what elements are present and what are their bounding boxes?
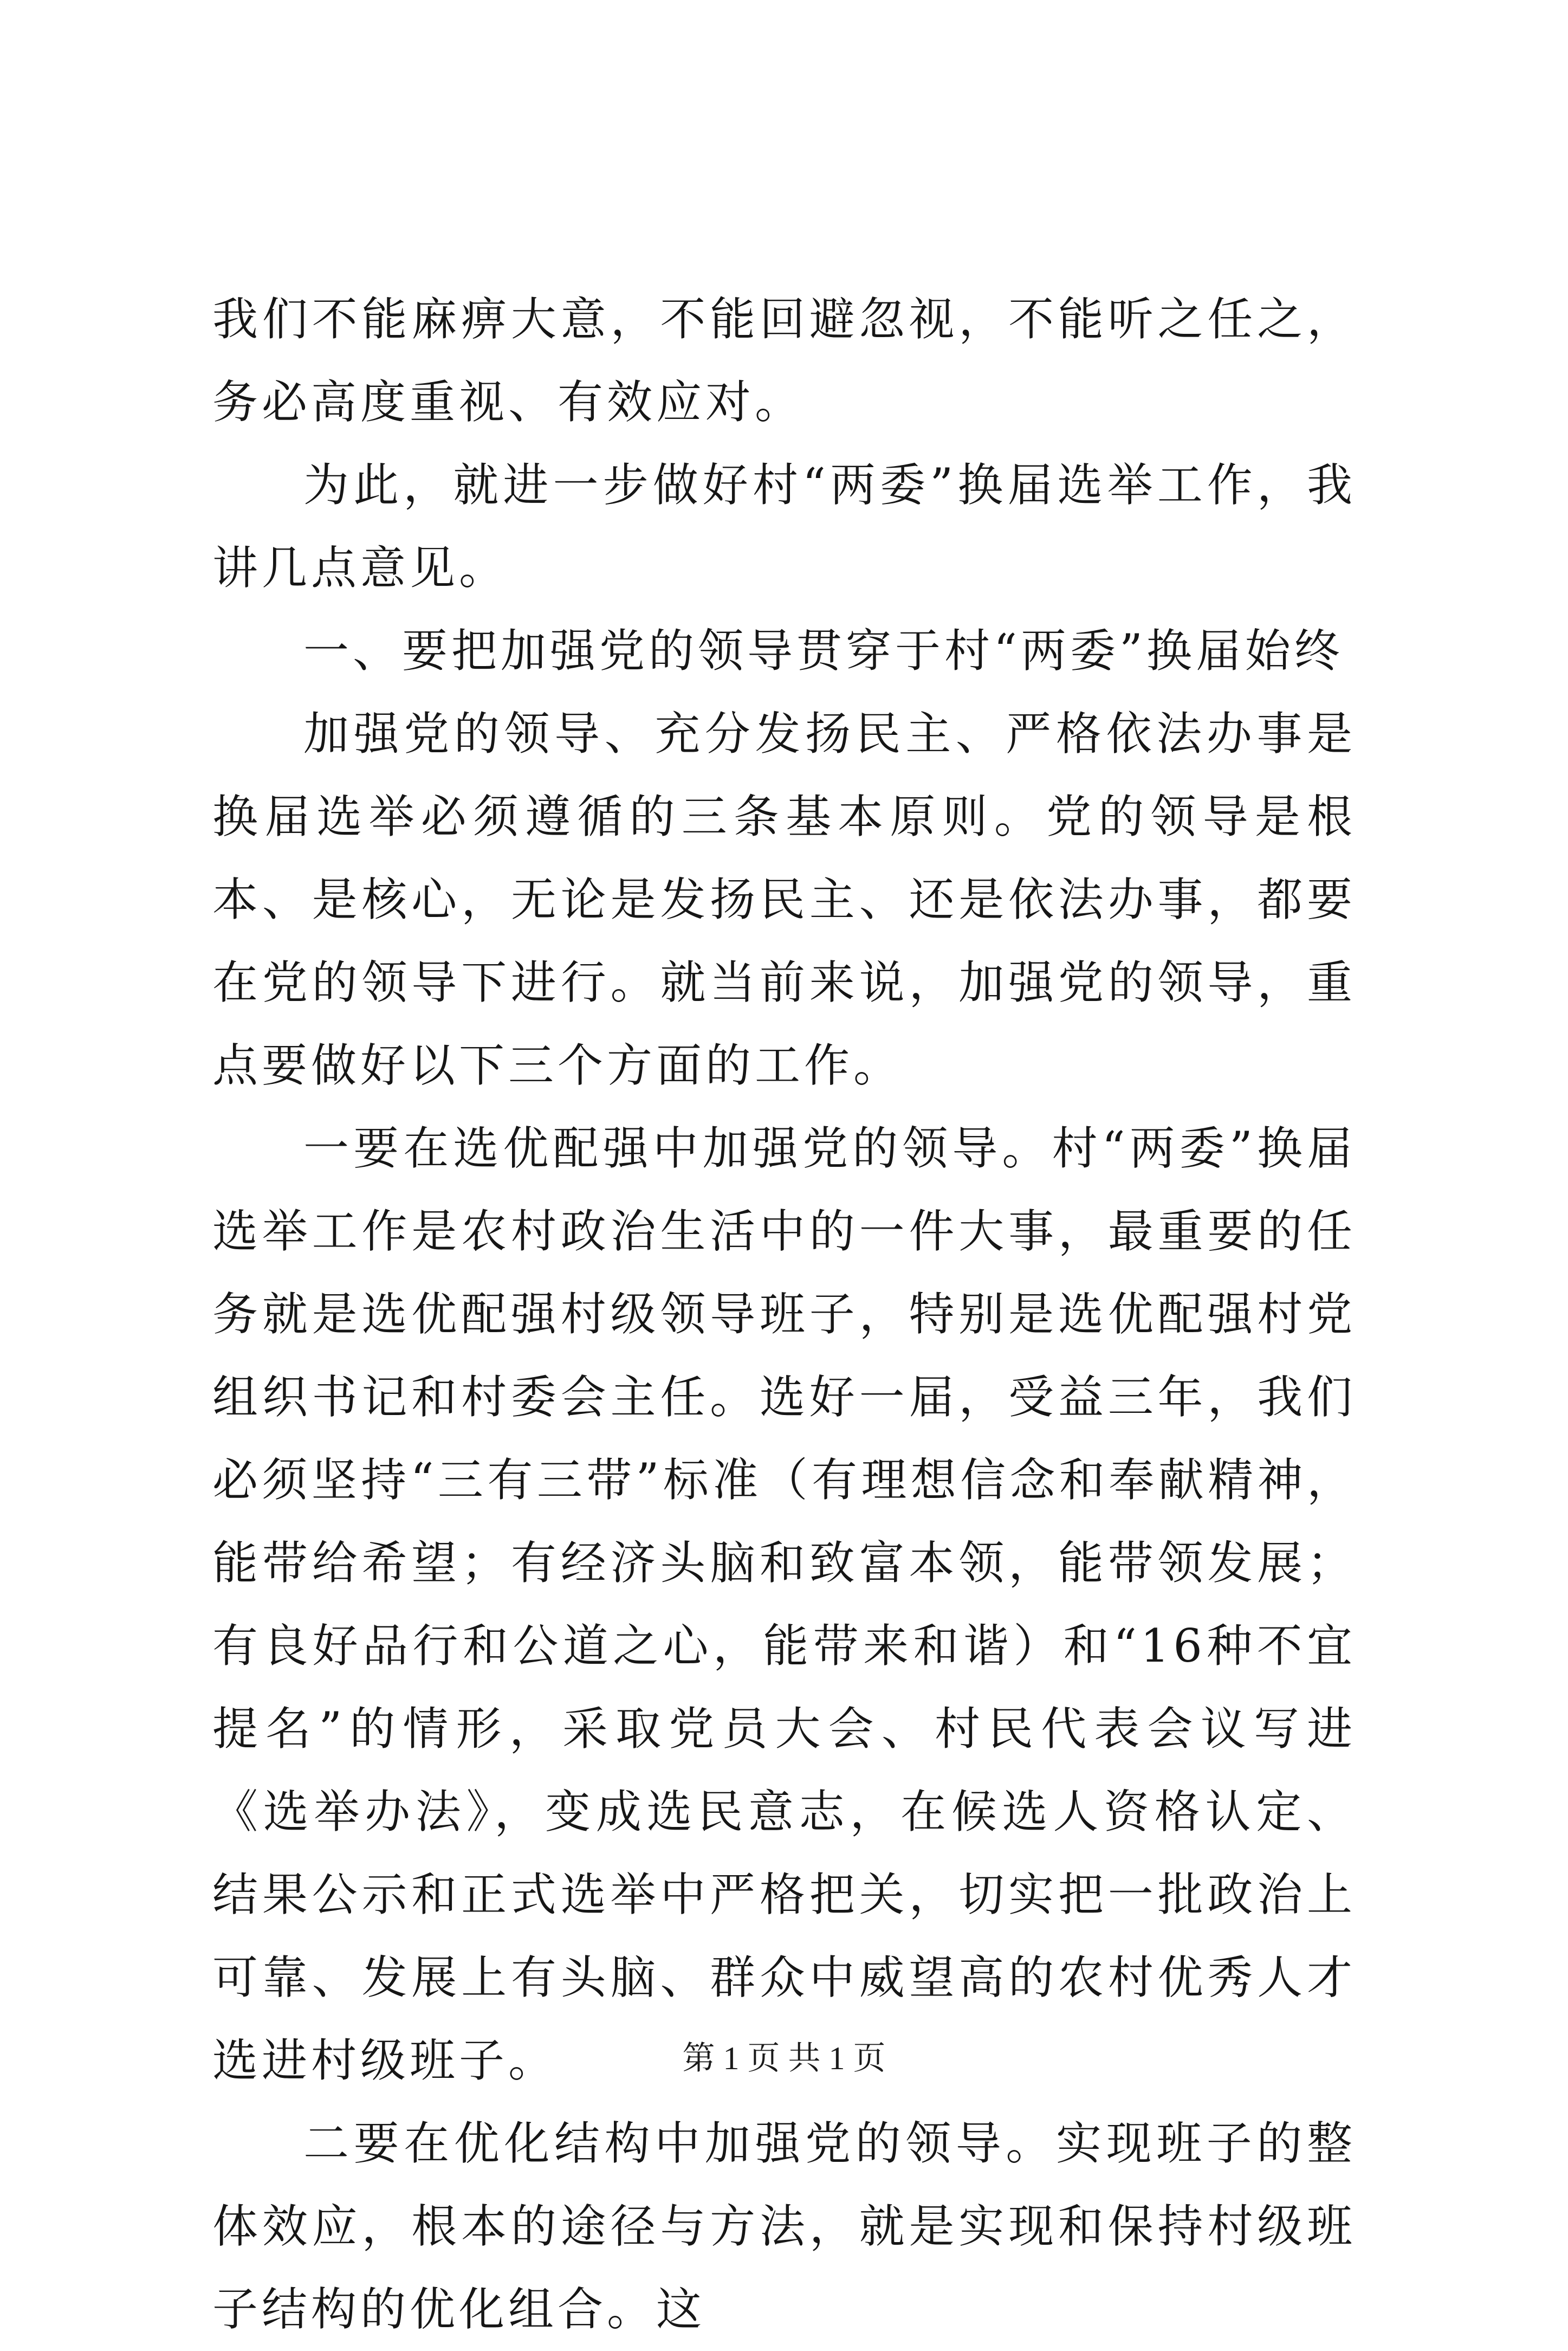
paragraph: 加强党的领导、充分发扬民主、严格依法办事是换届选举必须遵循的三条基本原则。党的领导是根本、是核心，无论是发扬民主、还是依法办事，都要在党的领导下进行。就当前来说，加强党的领导，重点要做好以下三个方面的工作。: [212, 707, 1356, 1092]
paragraph: 一要在选优配强中加强党的领导。村“两委”换届选举工作是农村政治生活中的一件大事，最重要的任务就是选优配强村级领导班子，特别是选优配强村党组织书记和村委会主任。选好一届，受益三年，我们必须坚持“三有三带”标准（有理想信念和奉献精神，能带给希望；有经济头脑和致富本领，能带领发展；有良好品行和公道之心，能带来和谐）和“16种不宜提名”的情形，采取党员大会、村民代表会议写进《选举办法》，变成选民意志，在候选人资格认定、结果公示和正式选举中严格把关，切实把一批政治上可靠、发展上有头脑、群众中威望高的农村优秀人才选进村级班子。: [212, 1122, 1356, 2087]
section-heading: 一、要把加强党的领导贯穿于村“两委”换届始终: [303, 624, 1344, 677]
paragraph: 我们不能麻痹大意，不能回避忽视，不能听之任之，务必高度重视、有效应对。: [212, 293, 1356, 429]
paragraph: 二要在优化结构中加强党的领导。实现班子的整体效应，根本的途径与方法，就是实现和保持村级班子结构的优化组合。这: [212, 2117, 1356, 2336]
document-body: [212, 0, 1356, 2351]
paragraph: 为此，就进一步做好村“两委”换届选举工作，我讲几点意见。: [212, 458, 1356, 595]
page-footer: 第 1 页 共 1 页: [682, 2040, 886, 2076]
